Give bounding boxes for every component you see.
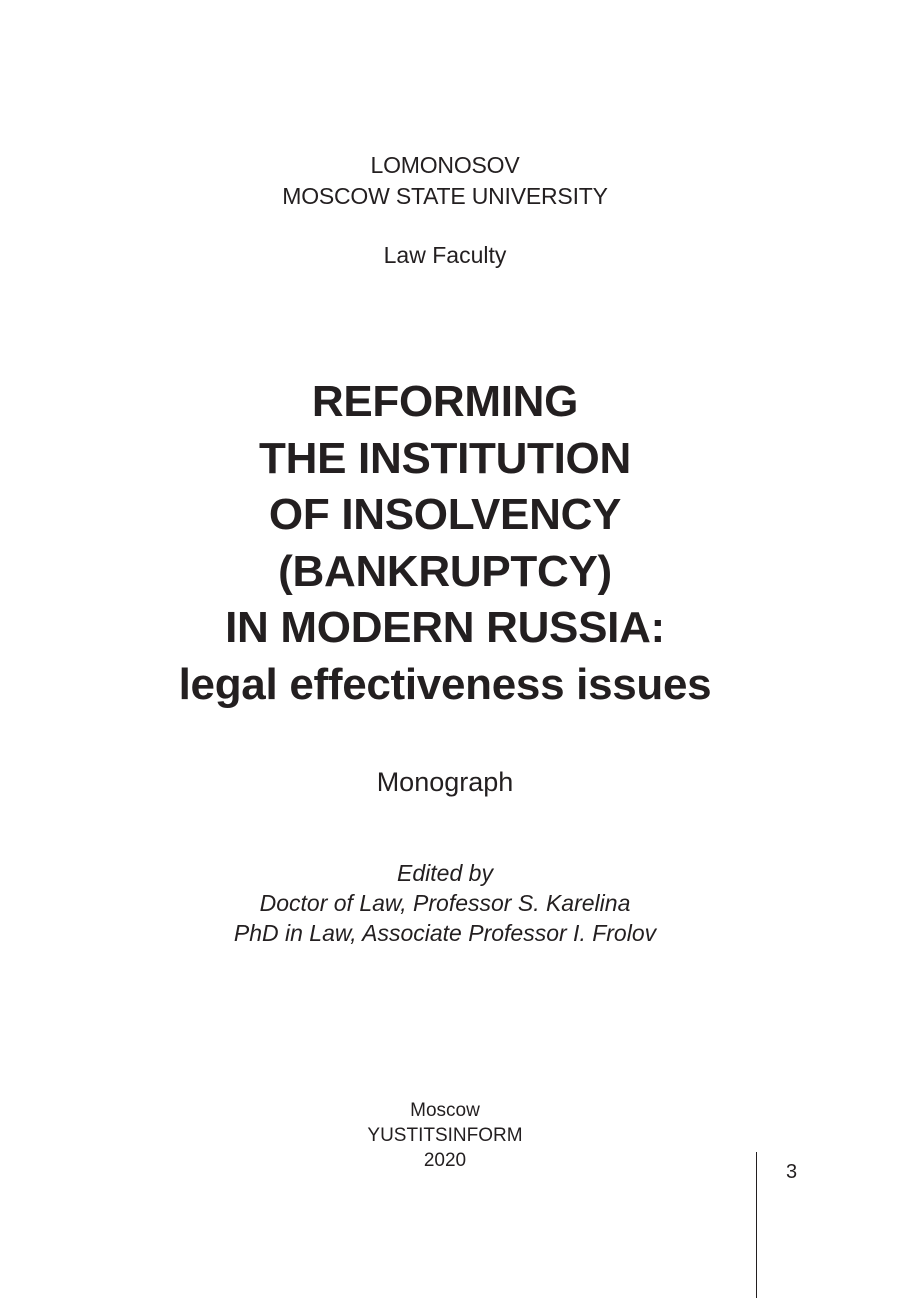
- title-line: IN MODERN RUSSIA:: [225, 603, 665, 652]
- imprint-publisher: YUSTITSINFORM: [367, 1125, 523, 1146]
- page-number: 3: [786, 1161, 798, 1183]
- imprint-city: Moscow: [410, 1100, 480, 1121]
- genre-text: Monograph: [376, 767, 514, 797]
- editor-line: PhD in Law, Associate Professor I. Frolov: [233, 920, 657, 946]
- faculty-label: Law Faculty: [383, 242, 507, 268]
- title-line: THE INSTITUTION: [259, 433, 631, 483]
- editors-block: [0, 858, 890, 948]
- title-line: (BANKRUPTCY): [278, 546, 612, 596]
- editors-intro: Edited by: [397, 860, 493, 886]
- institution-line: LOMONOSOV: [370, 152, 520, 178]
- editor-line: Doctor of Law, Professor S. Karelina: [259, 890, 631, 916]
- imprint-year: 2020: [423, 1150, 467, 1171]
- title-line: REFORMING: [311, 377, 579, 426]
- page-number-divider: [756, 1152, 757, 1298]
- institution-line: MOSCOW STATE UNIVERSITY: [282, 183, 608, 209]
- title-line: OF INSOLVENCY: [268, 490, 622, 539]
- book-title: [0, 374, 890, 713]
- subtitle-line: legal effectiveness issues: [178, 659, 712, 709]
- genre-label: [0, 764, 890, 800]
- faculty-name: [0, 240, 890, 271]
- institution-name: [0, 150, 890, 212]
